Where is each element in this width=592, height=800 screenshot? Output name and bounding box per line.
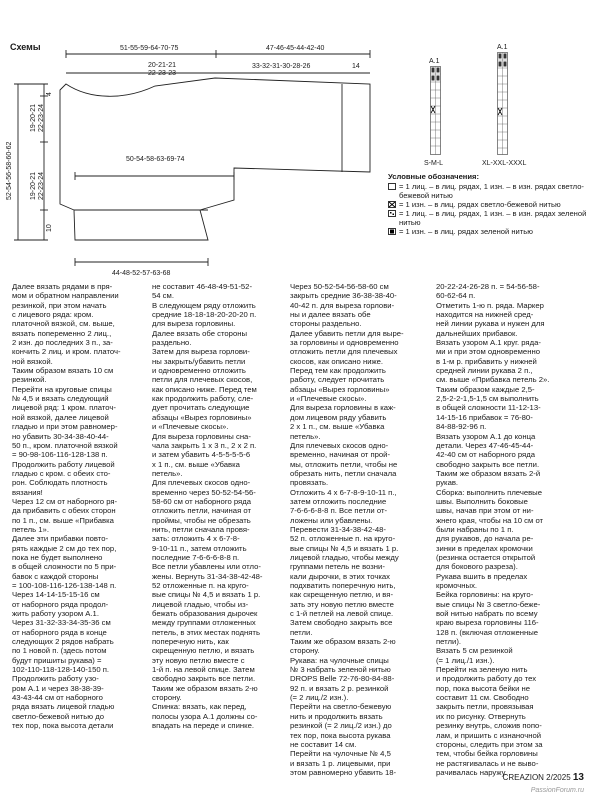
top-total-dimension: 51-55-59-64-70-75 <box>120 45 179 52</box>
size-label-right: XL-XXL-XXXL <box>482 160 527 167</box>
top-right-dimension: 47-46-45-44-42-40 <box>266 45 325 52</box>
center-width-dimension: 50-54-58-63-69-74 <box>126 156 185 163</box>
armhole-dimension: 19-20-21 22-23-24 <box>30 103 45 132</box>
filled-dot-square-icon <box>388 228 396 235</box>
text-column-3: Через 50-52-54-56-58-60 см закрыть средние 36-38-38-40- 40-42 п. для выреза горлови- ны и далее вязать обе стороны раздельно. Далее убавить петли для выре- за горловины и одновременно отложить петли для плечевых скосов, как описано ниже. Перед тем как продолжить работу, следует прочитать абзацы «Вырез горловины» и «Плечевые скосы». Для выреза горловины в каж- дом лицевом ряду убавить 2 х 1 п., см. выше «Убавка петель». Для плечевых скосов одно- временно, начиная от прой- мы, отложить петли, чтобы не обрезать нить, петли сначала провязать. Отложить 4 х 6-7-8-9-10-11 п., затем отложить последние 7-6-6-6-8-8 п. Все петли от- ложены или убавлены. Перевести 31-34-38-42-48- 52 п. отложенные п. на круго- вые спицы № 4,5 и вязать 1 р. лицевой гладью, чтобы между группами петель не возни- кали дырочки, в этих точках подхватить поперечную нить, как скрещенную петлю, и вя- зать эту новую петлю вместе с 1-й петлей на левой спице. Затем свободно закрыть все петли. Таким же образом вязать 2-ю сторону. Рукава: на чулочные спицы № 3 набрать зеленой нитью DROPS Belle 72-76-80-84-88- 92 п. и вязать 2 р. резинкой (= 2 лиц./2 изн.). Перейти на светло-бежевую нить и продолжить вязать резинкой (= 2 лиц./2 изн.) до тех пор, пока высота рукава не составит 14 см. Перейти на чулочные № 4,5 и вязать 1 р. лицевыми, при этом равномерно убавить 18- <box>290 282 404 777</box>
total-height-dimension: 52-54-56-58-60-62 <box>6 141 13 200</box>
legend-item: = 1 лиц. – в лиц. рядах, 1 изн. – в изн. рядах зеленой нитью <box>388 209 588 227</box>
dotted-square-icon <box>388 210 396 217</box>
legend-item: = 1 изн. – в лиц. рядах зеленой нитью <box>388 227 588 236</box>
magazine-name: CREAZION 2/2025 <box>502 773 571 782</box>
cross-square-icon <box>388 201 396 208</box>
text-column-1: Далее вязать рядами в пря- мом и обратном направлении резинкой, при этом начать с лицевого ряда: кром. платочной вязкой, см. выше, вязать попеременно 2 лиц., 2 изн. до последних 3 п., за- кончить 2 лиц. и кром. платоч- ной вязкой. Таким образом вязать 10 см резинкой. Перейти на круговые спицы № 4,5 и вязать следующий лицевой ряд: 1 кром. платоч- ной вязкой, далее лицевой гладью и при этом равномер- но убавить 30-34-38-40-44- 50 п., кром. платочной вязкой = 90-98-106-116-128-138 п. Продолжить работу лицевой гладью с кром. с обеих сто- рон. Соблюдать плотность вязания! Через 12 см от наборного ря- да прибавить с обеих сторон по 1 п., см. выше «Прибавка петель 1». Далее эти прибавки повто- рять каждые 2 см до тех пор, пока не будет выполнено в общей сложности по 5 при- бавок с каждой стороны = 100-108-116-126-138-148 п. Через 14-14-15-15-16 см от наборного ряда продол- жить работу узором А.1. Через 31-32-33-34-35-36 см от наборного ряда в конце следующих 2 рядов набрать по 1 новой п. (здесь потом будут пришиты рукава) = 102-110-118-128-140-150 п. Продолжить работу узо- ром А.1 и через 38-38-39- 43-43-44 см от наборного ряда вязать лицевой гладью светло-бежевой нитью до тех пор, пока высота детали <box>12 282 121 731</box>
size-label-left: S-M-L <box>424 160 444 167</box>
rib-dimension: 10 <box>46 224 53 232</box>
text-column-2: не составит 46-48-49-51-52- 54 см. В следующем ряду отложить средние 18-18-18-20-20-20 п. для выреза горловины. Далее вязать обе стороны раздельно. Затем для выреза горлови- ны закрыть/убавить петли и одновременно отложить петли для плечевых скосов, как описано ниже. Перед тем как продолжить работу, сле- дует прочитать следующие абзацы «Вырез горловины» и «Плечевые скосы». Для выреза горловины сна- чала закрыть 1 х 3 п., 2 х 2 п. и затем убавить 4-5-5-5-5-6 х 1 п., см. выше «Убавка петель». Для плечевых скосов одно- временно через 50-52-54-56- 58-60 см от наборного ряда отложить петли, начиная от проймы, чтобы не обрезать нить, петли сначала провя- зать: отложить 4 х 6-7-8- 9-10-11 п., затем отложить последние 7-6-6-6-8-8 п. Все петли убавлены или отло- жены. Вернуть 31-34-38-42-48- 52 отложенные п. на круго- вые спицы № 4,5 и вязать 1 р. лицевой гладью, чтобы из- бежать образования дырочек между группами отложенных петель, в этих местах поднять поперечную нить, как скрещенную петлю, и вязать эту новую петлю вместе с 1-й п. на левой спице. Затем свободно закрыть все петли. Таким же образом вязать 2-ю сторону. Спинка: вязать, как перед, полосы узора А.1 должны со- впадать на переде и спинке. <box>152 282 263 731</box>
bottom-width-dimension: 44-48-52-57-63-68 <box>112 270 171 277</box>
page-title: Схемы <box>10 42 41 52</box>
chart-a1-large <box>497 52 509 156</box>
top-shoulder-dimension: 4 <box>46 92 53 96</box>
watermark: PassionForum.ru <box>530 787 584 794</box>
cuff-dimension: 14 <box>352 63 360 70</box>
legend-item: = 1 изн. – в лиц. рядах светло-бежевой нитью <box>388 200 588 209</box>
text-column-4: 20-22-24-26-28 п. = 54-56-58- 60-62-64 п. Отметить 1-ю п. ряда. Маркер находится на нижней сред- ней линии рукава и нужен для дальнейших прибавок. Вязать узором А.1 круг. ряда- ми и при этом одновременно в 1-м р. прибавить у нижней средней линии рукава 2 п., см. выше «Прибавка петель 2». Таким образом каждые 2,5- 2,5-2-2-1,5-1,5 см выполнить в общей сложности 11-12-13- 14-15-16 прибавок = 76-80- 84-88-92-96 п. Вязать узором А.1 до конца детали. Через 47-46-45-44- 42-40 см от наборного ряда свободно закрыть все петли. Таким же образом вязать 2-й рукав. Сборка: выполнить плечевые швы. Выполнить боковые швы, начав при этом от ни- жнего края, чтобы на 10 см от были набраны по 1 п. для рукавов, до начала ре- зинки в пределах кромочки (резинка остается открытой для бокового разреза). Рукава вшить в пределах кромочных. Бейка горловины: на круго- вые спицы № 3 светло-беже- вой нитью набрать по всему краю выреза горловины 116- 128 п. (включая отложенные петли). Вязать 5 см резинкой (= 1 лиц./1 изн.). Перейти на зеленую нить и продолжить работу до тех пор, пока высота бейки не составит 11 см. Свободно закрыть петли, провязывая их по рисунку. Отвернуть резинку внутрь, сложив попо- лам, и пришить с изнаночной стороны, следить при этом за тем, чтобы бейка горловины не растягивалась и не выво- рачивалась наружу. <box>436 282 550 777</box>
chart-a1-left-label: A.1 <box>429 58 440 65</box>
page-number: 13 <box>572 772 584 783</box>
legend-item: = 1 лиц. – в лиц. рядах, 1 изн. – в изн. рядах светло-бежевой нитью <box>388 182 588 200</box>
blank-square-icon <box>388 183 396 190</box>
chart-a1-small <box>430 66 442 156</box>
neck-right-dimension: 33-32-31-30-28-26 <box>252 63 311 70</box>
side-dimension: 19-20-21 22-23-24 <box>30 171 45 200</box>
neck-dimension: 20-21-21 22-23-23 <box>148 62 177 77</box>
legend <box>388 172 588 236</box>
legend-heading: Условные обозначения: <box>388 172 480 181</box>
chart-a1-right-label: A.1 <box>497 44 508 51</box>
page-footer <box>503 772 584 783</box>
